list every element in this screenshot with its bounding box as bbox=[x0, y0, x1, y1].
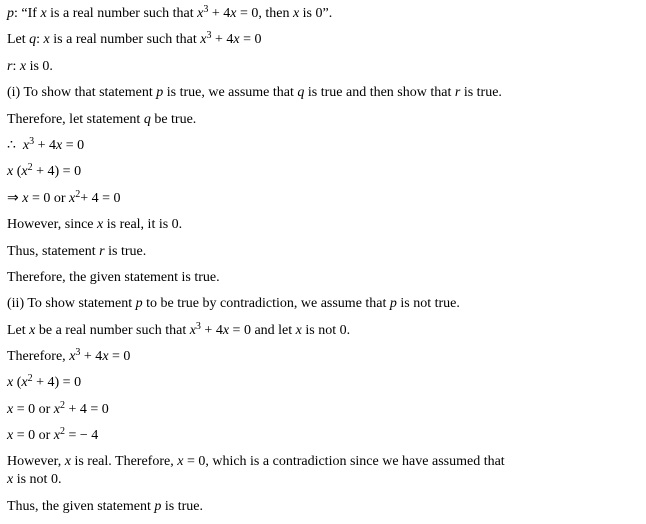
text-segment: Let bbox=[7, 32, 30, 48]
math-variable: r bbox=[454, 85, 461, 101]
text-segment: is true and then show that bbox=[304, 85, 455, 101]
text-segment: = − 4 bbox=[65, 428, 99, 444]
solution-document bbox=[7, 4, 637, 523]
math-variable: x bbox=[189, 322, 196, 338]
math-variable: r bbox=[99, 243, 105, 259]
exponent: 2 bbox=[27, 162, 33, 174]
text-segment: = 0 or bbox=[13, 401, 54, 417]
text-segment: + 4 bbox=[208, 6, 231, 21]
text-segment: to be true by contradiction, we assume that bbox=[142, 296, 390, 312]
text-segment: = 0, which is a contradiction since we have assumed that bbox=[183, 453, 505, 469]
text-segment: Let bbox=[7, 322, 30, 338]
math-variable: p bbox=[154, 498, 162, 514]
text-segment: + 4 bbox=[34, 137, 57, 153]
math-variable: q bbox=[29, 32, 37, 48]
text-line bbox=[7, 294, 637, 320]
exponent: 3 bbox=[195, 320, 201, 332]
math-variable: p bbox=[156, 85, 164, 101]
text-segment: (i) To show that statement bbox=[7, 85, 157, 101]
text-segment: is not 0. bbox=[13, 471, 62, 487]
text-segment: (ii) To show statement bbox=[7, 296, 136, 312]
text-segment: Thus, statement bbox=[7, 243, 100, 259]
text-segment: = 0 and let bbox=[229, 322, 296, 338]
text-segment: is true. bbox=[460, 85, 502, 101]
text-segment: However, bbox=[7, 453, 65, 469]
text-segment: ( bbox=[13, 375, 22, 391]
text-segment: Therefore, bbox=[7, 349, 70, 365]
math-variable: x bbox=[197, 6, 204, 21]
text-line bbox=[7, 30, 637, 56]
text-line bbox=[7, 268, 637, 294]
text-segment: : bbox=[36, 32, 44, 48]
text-segment: : bbox=[12, 58, 20, 74]
text-segment: is 0”. bbox=[299, 6, 333, 21]
math-variable: x bbox=[53, 401, 60, 417]
exponent: 3 bbox=[29, 135, 35, 147]
text-line bbox=[7, 242, 637, 268]
text-segment: is a real number such that bbox=[46, 6, 198, 21]
math-variable: x bbox=[230, 6, 237, 21]
text-segment: + 4 = 0 bbox=[80, 190, 121, 206]
math-variable: x bbox=[40, 6, 47, 21]
text-line bbox=[7, 136, 637, 162]
text-segment: = 0 bbox=[62, 137, 85, 153]
math-variable: p bbox=[389, 296, 397, 312]
exponent: 2 bbox=[75, 188, 81, 200]
math-variable: x bbox=[7, 471, 14, 487]
text-segment: + 4) = 0 bbox=[32, 164, 82, 180]
text-segment: = 0 bbox=[239, 32, 262, 48]
text-line bbox=[7, 400, 637, 426]
math-variable: x bbox=[295, 322, 302, 338]
text-segment: = 0 or bbox=[13, 428, 54, 444]
text-segment: is true, we assume that bbox=[163, 85, 298, 101]
text-segment: is 0. bbox=[26, 58, 53, 74]
text-segment: + 4) = 0 bbox=[32, 375, 82, 391]
math-variable: x bbox=[97, 217, 104, 233]
exponent: 2 bbox=[60, 426, 65, 438]
text-segment: is a real number such that bbox=[49, 32, 201, 48]
math-variable: x bbox=[64, 453, 71, 469]
math-variable: x bbox=[21, 164, 28, 180]
math-variable: q bbox=[297, 85, 305, 101]
math-variable: x bbox=[19, 58, 27, 74]
math-variable: x bbox=[69, 190, 76, 206]
math-variable: q bbox=[143, 111, 151, 127]
text-line bbox=[7, 321, 637, 347]
math-variable: x bbox=[292, 6, 300, 21]
text-segment: is true. bbox=[161, 498, 203, 514]
exponent: 3 bbox=[75, 347, 81, 359]
text-line bbox=[7, 497, 637, 523]
text-segment: be a real number such that bbox=[35, 322, 190, 338]
math-variable: x bbox=[22, 190, 29, 206]
math-variable: x bbox=[102, 349, 109, 365]
text-segment: is not 0. bbox=[301, 322, 351, 338]
text-line bbox=[7, 347, 637, 373]
text-segment: ⇒ bbox=[7, 190, 23, 206]
math-variable: x bbox=[233, 32, 240, 48]
math-variable: p bbox=[135, 296, 143, 312]
math-variable: x bbox=[22, 137, 30, 153]
text-line bbox=[7, 215, 637, 241]
text-segment: = 0 bbox=[108, 349, 131, 365]
math-variable: x bbox=[7, 428, 14, 444]
text-segment: + 4 bbox=[211, 32, 234, 48]
math-variable: r bbox=[7, 58, 13, 74]
text-segment: is real. Therefore, bbox=[70, 453, 178, 469]
exponent: 3 bbox=[203, 4, 209, 15]
text-line bbox=[7, 426, 637, 452]
math-variable: x bbox=[69, 349, 76, 365]
text-segment: ∴ bbox=[7, 137, 23, 153]
math-variable: x bbox=[7, 164, 14, 180]
text-line bbox=[7, 453, 637, 471]
math-variable: x bbox=[56, 137, 63, 153]
math-variable: x bbox=[7, 401, 14, 417]
text-segment: However, since bbox=[7, 217, 98, 233]
exponent: 3 bbox=[206, 30, 212, 42]
exponent: 2 bbox=[60, 399, 65, 411]
text-line bbox=[7, 83, 637, 109]
exponent: 2 bbox=[27, 373, 33, 385]
text-segment: : “If bbox=[14, 6, 41, 21]
text-segment: Thus, the given statement bbox=[7, 498, 155, 514]
text-segment: ( bbox=[13, 164, 22, 180]
text-line bbox=[7, 4, 637, 30]
text-segment: is not true. bbox=[396, 296, 460, 312]
math-variable: x bbox=[222, 322, 230, 338]
text-segment: Therefore, the given statement is true. bbox=[7, 269, 220, 285]
text-line bbox=[7, 373, 637, 399]
text-segment: = 0 or bbox=[28, 190, 70, 206]
math-variable: x bbox=[53, 428, 60, 444]
math-variable: x bbox=[29, 322, 36, 338]
text-segment: Therefore, let statement bbox=[7, 111, 144, 127]
text-segment: + 4 = 0 bbox=[65, 401, 109, 417]
text-segment: + 4 bbox=[80, 349, 103, 365]
text-segment: is real, it is 0. bbox=[103, 217, 183, 233]
text-segment: is true. bbox=[104, 243, 147, 259]
math-variable: x bbox=[200, 32, 207, 48]
math-variable: x bbox=[21, 375, 28, 391]
math-variable: x bbox=[177, 453, 184, 469]
math-variable: p bbox=[7, 6, 14, 21]
text-segment: be true. bbox=[150, 111, 197, 127]
text-segment: = 0, then bbox=[236, 6, 293, 21]
math-variable: x bbox=[43, 32, 50, 48]
text-line bbox=[7, 110, 637, 136]
text-segment: + 4 bbox=[200, 322, 223, 338]
text-line bbox=[7, 471, 637, 497]
text-line bbox=[7, 189, 637, 215]
math-variable: x bbox=[7, 375, 14, 391]
text-line bbox=[7, 162, 637, 188]
text-line bbox=[7, 57, 637, 83]
